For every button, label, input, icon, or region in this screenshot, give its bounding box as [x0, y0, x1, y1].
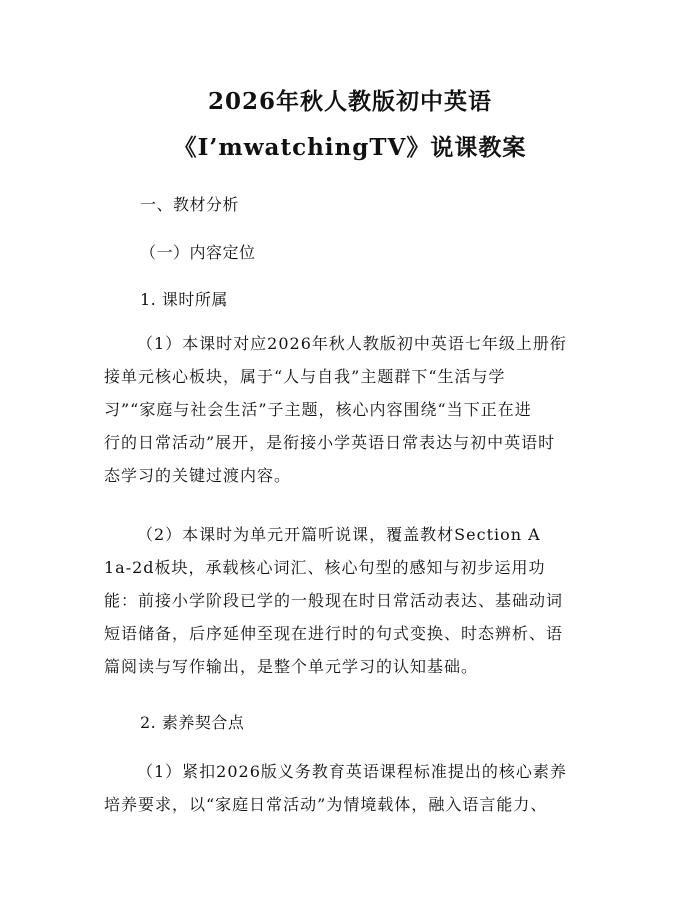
paragraph-literacy-alignment-1	[104, 755, 604, 821]
paragraph-line: 态学习的关键过渡内容。	[104, 466, 292, 485]
paragraph-line: 培养要求，以“家庭日常活动”为情境载体，融入语言能力、	[104, 795, 548, 814]
paragraph-line: 行的日常活动”展开，是衔接小学英语日常表达与初中英语时	[104, 433, 556, 452]
document-title-line1: 2026年秋人教版初中英语	[207, 88, 492, 115]
item-heading-literacy-alignment: 2. 素养契合点	[140, 713, 245, 732]
paragraph-line: 习”“家庭与社会生活”子主题，核心内容围绕“当下正在进	[104, 400, 532, 419]
paragraph-line: 接单元核心板块，属于“人与自我”主题群下“生活与学	[104, 367, 506, 386]
paragraph-line: 能：前接小学阶段已学的一般现在时日常活动表达、基础动词	[104, 591, 564, 610]
subsection-heading-content-positioning: （一）内容定位	[140, 243, 256, 262]
document-title-line2: 《I’mwatchingTV》说课教案	[173, 134, 527, 161]
paragraph-line: 篇阅读与写作输出，是整个单元学习的认知基础。	[104, 657, 479, 676]
paragraph-line: （1）本课时对应2026年秋人教版初中英语七年级上册衔	[137, 334, 567, 353]
paragraph-line: 1a-2d板块，承载核心词汇、核心句型的感知与初步运用功	[104, 558, 546, 577]
paragraph-line: （1）紧扣2026版义务教育英语课程标准提出的核心素养	[137, 762, 567, 781]
paragraph-line: （2）本课时为单元开篇听说课，覆盖教材Section A	[137, 525, 541, 544]
paragraph-lesson-belonging-2	[104, 518, 604, 683]
section-heading-teaching-material-analysis: 一、教材分析	[140, 195, 240, 214]
paragraph-lesson-belonging-1	[104, 327, 604, 492]
item-heading-lesson-belonging: 1. 课时所属	[140, 290, 228, 309]
paragraph-line: 短语储备，后序延伸至现在进行时的句式变换、时态辨析、语	[104, 624, 564, 643]
